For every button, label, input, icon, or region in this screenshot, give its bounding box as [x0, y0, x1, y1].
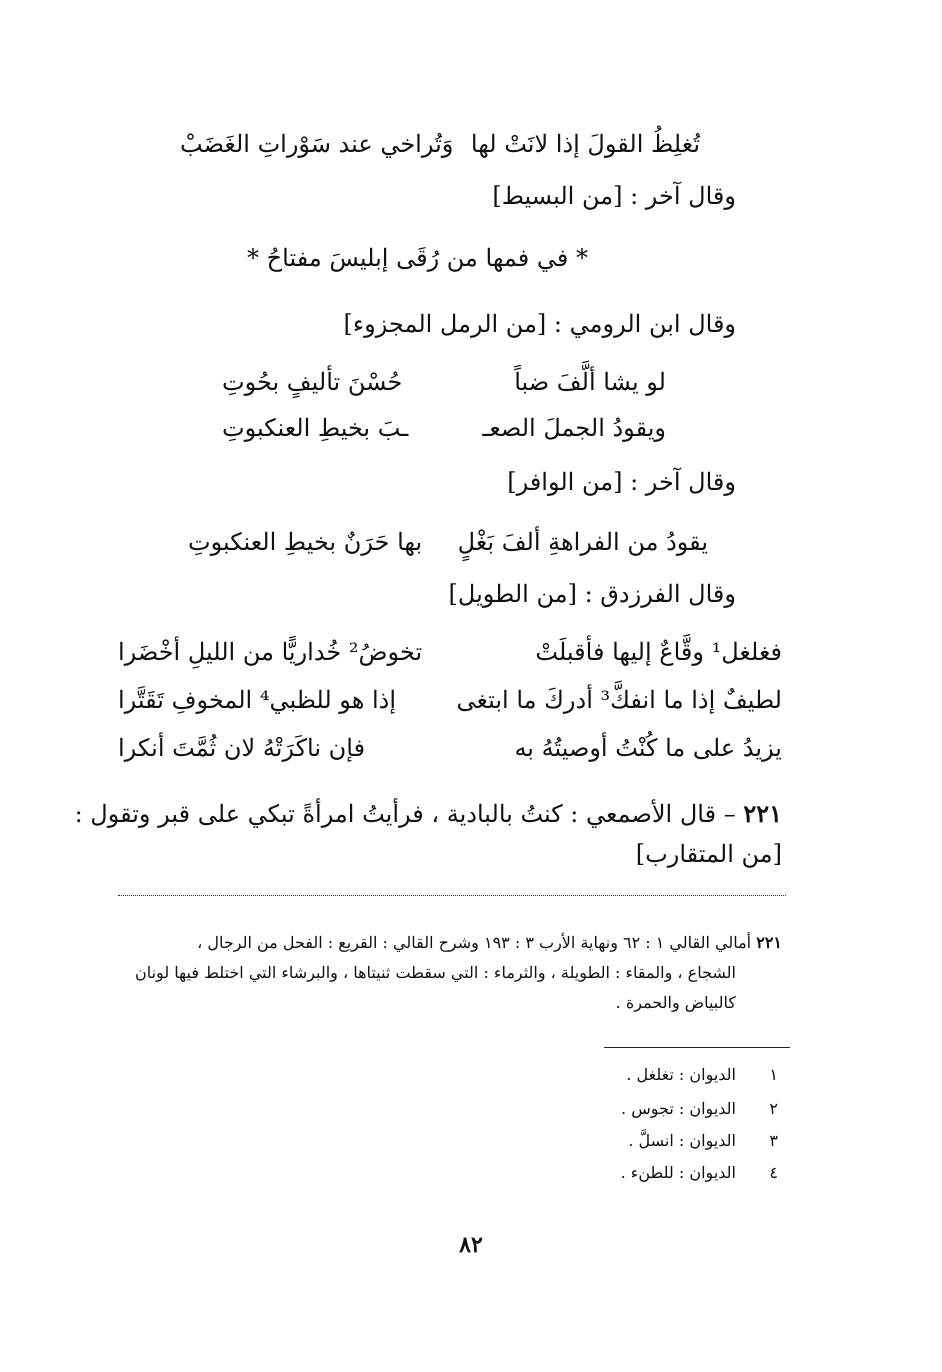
verse-line	[118, 680, 782, 720]
footnote-text: الديوان : للطنء .	[620, 1163, 736, 1182]
separator-dotted	[118, 895, 786, 896]
footnote-text: الديوان : تغلغل .	[626, 1065, 736, 1084]
verse-second-hemistich: حُسْنَ تأليفٍ بحُوتِ	[222, 368, 403, 396]
verse-line	[222, 408, 666, 448]
verse-first-hemistich: يقودُ من الفراهةِ ألفَ بَغْلٍ	[457, 528, 708, 556]
note-221-line	[197, 930, 782, 956]
footnote-number: ٤	[769, 1163, 778, 1182]
poem-intro: وقال آخر : [من الوافر]	[507, 468, 736, 496]
verse-line	[180, 124, 700, 164]
verse-first-hemistich: ويقودُ الجملَ الصعـ	[482, 414, 666, 442]
footnote-text: الديوان : تجوس .	[621, 1099, 736, 1118]
note-text: أمالي القالي ١ : ٦٢ ونهاية الأرب ٣ : ١٩٣ وشرح القالي : القريع : الفحل من الرجال ،	[197, 933, 752, 952]
entry-meter: [من المتقارب]	[635, 840, 782, 868]
verse-first-hemistich: يزيدُ على ما كُنْتُ أوصيتُهُ به	[514, 734, 782, 762]
footnote-number: ٣	[769, 1131, 778, 1150]
verse-second-hemistich: وَتُراخي عند سَوْراتِ الغَضَبْ	[180, 130, 454, 158]
note-221-line: كالبياض والحمرة .	[615, 993, 736, 1012]
footnote-number: ٢	[769, 1099, 778, 1118]
entry-221	[75, 794, 782, 834]
verse-first-hemistich: لطيفٌ إذا ما انفكَّ³ أدركَ ما ابتغى	[456, 686, 782, 714]
verse-line	[118, 728, 782, 768]
verse-first-hemistich: تُغلِظُ القولَ إذا لانَتْ لها	[470, 130, 700, 158]
verse-line	[188, 522, 708, 562]
verse-first-hemistich: فغلغل¹ وقَّاعٌ إليها فأقبلَتْ	[535, 638, 782, 666]
verse-second-hemistich: بها حَرَنٌ بخيطِ العنكبوتِ	[188, 528, 423, 556]
note-number: ٢٢١	[756, 933, 782, 952]
verse-line	[118, 632, 782, 672]
verse-second-hemistich: تخوضُ² خُداريًّا من الليلِ أخْضَرا	[118, 638, 423, 666]
footnote-number: ١	[769, 1065, 778, 1084]
verse-second-hemistich: إذا هو للظبي⁴ المخوفِ تَقَتَّرا	[118, 686, 397, 714]
verse-fragment: * في فمها من رُقَى إبليسَ مفتاحُ *	[247, 244, 588, 272]
note-221-line: الشجاع ، والمقاء : الطويلة ، والثرماء : التي سقطت ثنيتاها ، والبرشاء التي اختلط فيها لونان	[134, 963, 736, 982]
footnote-text: الديوان : انسلَّ .	[628, 1131, 736, 1150]
verse-line	[222, 362, 666, 402]
entry-text: – قال الأصمعي : كنتُ بالبادية ، فرأيتُ امرأةً تبكي على قبر وتقول :	[74, 800, 736, 828]
poem-intro: وقال ابن الرومي : [من الرمل المجزوء]	[343, 310, 736, 338]
verse-second-hemistich: ـبَ بخيطِ العنكبوتِ	[222, 414, 409, 442]
entry-number: ٢٢١	[743, 799, 782, 828]
verse-first-hemistich: لو يشا ألَّفَ ضباً	[514, 368, 666, 396]
separator-footnotes	[604, 1047, 790, 1048]
poem-intro: وقال آخر : [من البسيط]	[492, 182, 736, 210]
page-number: ٨٢	[459, 1232, 483, 1258]
verse-second-hemistich: فإن ناكَرَتْهُ لان ثُمَّتَ أنكرا	[118, 734, 366, 762]
poem-intro: وقال الفرزدق : [من الطويل]	[448, 580, 736, 608]
